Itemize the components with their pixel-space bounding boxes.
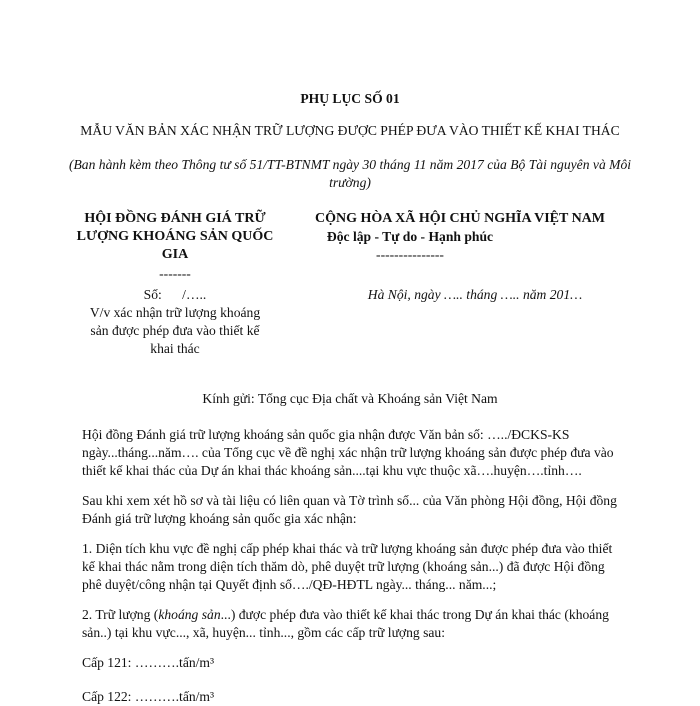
national-motto: Độc lập - Tự do - Hạnh phúc [326,229,494,244]
grade-122: Cấp 122: ……….tấn/m³ [82,689,215,704]
appendix-title: PHỤ LỤC SỐ 01 [300,91,400,106]
paragraph-item-1: 1. Diện tích khu vực đề nghị cấp phép khai thác và trữ lượng khoáng sản được phép đưa vào thiết kế khai thác nằm trong diện tích thăm dò, phê duyệt trữ lượng (khoáng sản...) đã được Hội đồng phê duyệt/công nhận tại Quyết định số…./QĐ-HĐTL ngày... tháng... năm...; [82,541,613,592]
item-2-text-start: 2. Trữ lượng ( [82,607,159,622]
recipient: Kính gửi: Tổng cục Địa chất và Khoáng sản Việt Nam [202,391,498,406]
org-name: HỘI ĐỒNG ĐÁNH GIÁ TRỮ LƯỢNG KHOÁNG SẢN QUỐC GIA [76,211,274,262]
doc-number: Số: /….. [143,287,207,302]
paragraph-item-2 [82,606,622,642]
org-rule: ------- [159,266,191,281]
date-line: Hà Nội, ngày ….. tháng ….. năm 201… [367,287,583,302]
republic-name: CỘNG HÒA XÃ HỘI CHỦ NGHĨA VIỆT NAM [314,211,605,226]
item-2-mineral: khoáng sản [158,607,221,622]
paragraph-request: Hội đồng Đánh giá trữ lượng khoáng sản quốc gia nhận được Văn bản số: …../ĐCKS-KS ngày...tháng...năm…. của Tổng cục về đề nghị xác nhận trữ lượng khoáng sản được phép đưa vào thiết kế khai thác của Dự án khai thác khoáng sản....tại khu vực thuộc xã….huyện….tỉnh…. [82,427,614,478]
form-title: MẪU VĂN BẢN XÁC NHẬN TRỮ LƯỢNG ĐƯỢC PHÉP ĐƯA VÀO THIẾT KẾ KHAI THÁC [80,123,620,138]
paragraph-review: Sau khi xem xét hồ sơ và tài liệu có liên quan và Tờ trình số... của Văn phòng Hội đồng, Hội đồng Đánh giá trữ lượng khoáng sản quốc gia xác nhận: [82,493,617,526]
item-2-text-end: ...) được phép đưa vào thiết kế khai thác trong Dự án khai thác (khoáng sản..) tại khu vực..., xã, huyện... tỉnh..., gồm các cấp trữ lượng sau: [82,607,609,640]
motto-rule: --------------- [376,247,444,262]
grade-121: Cấp 121: ……….tấn/m³ [82,655,215,670]
issued-note: (Ban hành kèm theo Thông tư số 51/TT-BTNMT ngày 30 tháng 11 năm 2017 của Bộ Tài nguyên và Môi trường) [68,157,632,190]
subject-line: V/v xác nhận trữ lượng khoáng sản được phép đưa vào thiết kế khai thác [89,305,261,356]
